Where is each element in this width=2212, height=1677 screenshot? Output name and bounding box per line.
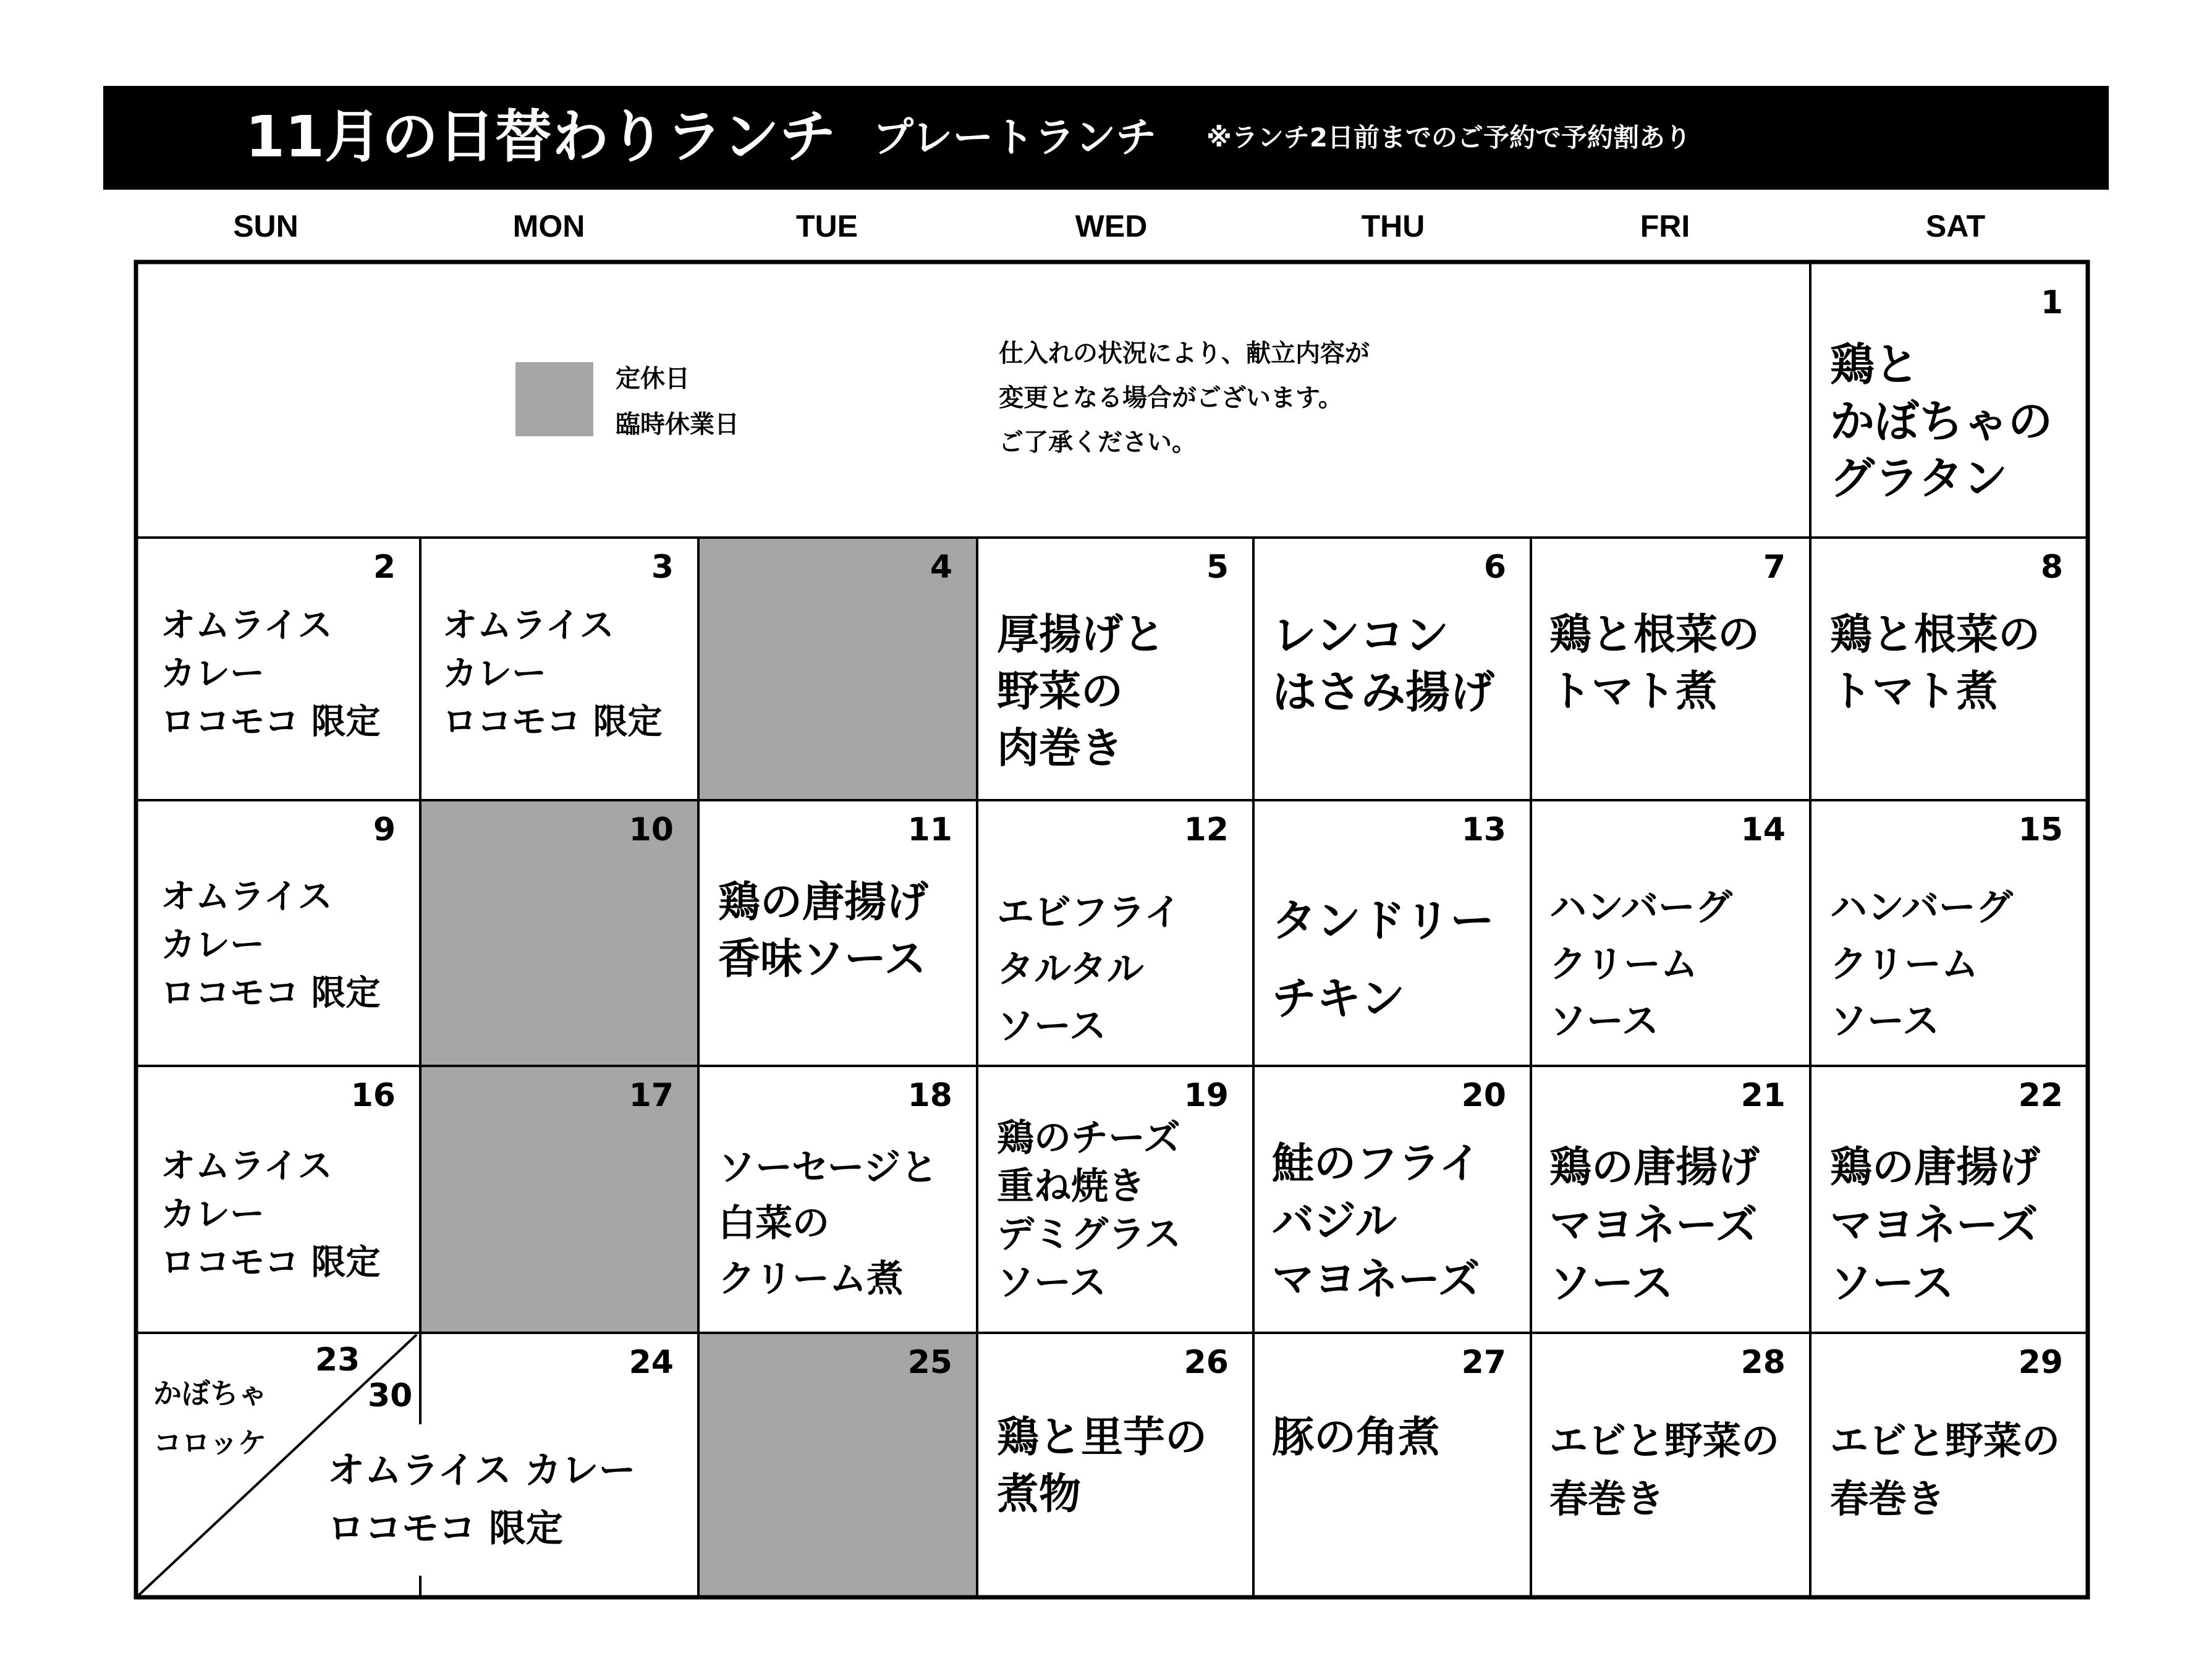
- weekday-fri: FRI: [1640, 209, 1690, 243]
- menu-item: 鶏の唐揚げ 香味ソース: [718, 878, 929, 984]
- day-cell-13: [1253, 800, 1531, 1066]
- day-number: 2: [373, 549, 396, 586]
- menu-item: ハンバーグ クリーム ソース: [1549, 886, 1732, 1043]
- day-cell-8: [1810, 538, 2088, 800]
- day-cell-19: [977, 1066, 1253, 1333]
- day-cell-16: [136, 1066, 420, 1333]
- day-cell-21: [1531, 1066, 1810, 1333]
- day-number-30: 30: [368, 1377, 413, 1414]
- day-number: 17: [629, 1077, 674, 1114]
- menu-item: 豚の角煮: [1272, 1413, 1441, 1462]
- calendar-subtitle: プレートランチ: [873, 114, 1157, 161]
- day-number: 7: [1763, 549, 1786, 586]
- day-number: 28: [1740, 1344, 1786, 1381]
- day-cell-18: [698, 1066, 977, 1333]
- day-cell-9: [136, 800, 420, 1066]
- day-number: 24: [629, 1344, 674, 1381]
- menu-item: オムライス カレー ロコモコ 限定: [328, 1449, 636, 1550]
- menu-item: ハンバーグ クリーム ソース: [1830, 886, 2013, 1043]
- day-cell-11: [698, 800, 977, 1066]
- day-cell-4-closed: [698, 538, 977, 800]
- day-cell-7: [1531, 538, 1810, 800]
- menu-item: オムライス カレー ロコモコ 限定: [161, 877, 381, 1013]
- day-number: 15: [2018, 811, 2063, 848]
- menu-item: エビと野菜の 春巻き: [1830, 1418, 2061, 1521]
- menu-item: オムライス カレー ロコモコ 限定: [161, 1146, 381, 1283]
- menu-item: 鮭のフライ バジル マヨネーズ: [1272, 1139, 1481, 1304]
- day-cell-10-closed: [420, 800, 698, 1066]
- day-cell-14: [1531, 800, 1810, 1066]
- day-number: 26: [1184, 1344, 1229, 1381]
- day-number: 29: [2018, 1344, 2063, 1381]
- calendar-title: 11月の日替わりランチ: [245, 104, 837, 170]
- day-cell-5: [977, 538, 1253, 800]
- weekday-sat: SAT: [1925, 209, 1986, 243]
- day-cell-26: [977, 1333, 1253, 1597]
- menu-item: ソーセージと 白菜の クリーム煮: [718, 1146, 938, 1301]
- menu-item: 鶏と里芋の 煮物: [997, 1413, 1208, 1519]
- day-number: 1: [2040, 284, 2063, 321]
- menu-item: オムライス カレー ロコモコ 限定: [443, 606, 663, 742]
- menu-item: 鶏と かぼちゃの グラタン: [1830, 339, 2053, 504]
- day-number: 10: [629, 811, 674, 848]
- day-number: 4: [930, 549, 952, 586]
- menu-item: タンドリー チキン: [1272, 895, 1495, 1024]
- closed-day-legend-label: 定休日 臨時休業日: [616, 365, 739, 439]
- closed-day-legend-swatch: [515, 362, 593, 436]
- day-cell-15: [1810, 800, 2088, 1066]
- day-cell-6: [1253, 538, 1531, 800]
- day-number: 22: [2018, 1077, 2063, 1114]
- weekday-sun: SUN: [233, 209, 299, 243]
- day-cell-20: [1253, 1066, 1531, 1333]
- day-number: 25: [907, 1344, 952, 1381]
- menu-item: エビフライ タルタル ソース: [997, 891, 1182, 1048]
- day-cell-27: [1253, 1333, 1531, 1597]
- day-cell-25-closed: [698, 1333, 977, 1597]
- menu-item: 厚揚げと 野菜の 肉巻き: [997, 610, 1166, 773]
- day-number: 9: [373, 811, 396, 848]
- menu-item: 鶏の唐揚げ マヨネーズ ソース: [1549, 1143, 1760, 1308]
- day-number: 11: [907, 811, 952, 848]
- day-number: 14: [1740, 811, 1786, 848]
- menu-change-notice: 仕入れの状況により、献立内容が 変更となる場合がございます。 ご了承ください。: [999, 339, 1370, 457]
- day-number: 19: [1184, 1077, 1229, 1114]
- menu-item: 鶏の唐揚げ マヨネーズ ソース: [1830, 1143, 2041, 1308]
- day-number: 13: [1461, 811, 1506, 848]
- menu-item: 鶏のチーズ 重ね焼き デミグラス ソース: [997, 1117, 1182, 1304]
- day-cell-12: [977, 800, 1253, 1066]
- day-number: 20: [1461, 1077, 1506, 1114]
- day-cell-1: [1810, 262, 2088, 538]
- day-number-23: 23: [315, 1341, 360, 1379]
- menu-item: レンコン はさみ揚げ: [1272, 609, 1495, 718]
- day-cell-17-closed: [420, 1066, 698, 1333]
- weekday-mon: MON: [512, 209, 585, 243]
- day-number: 3: [651, 549, 674, 586]
- menu-item: 鶏と根菜の トマト煮: [1830, 610, 2041, 716]
- day-cell-28: [1531, 1333, 1810, 1597]
- day-number: 6: [1483, 549, 1506, 586]
- reservation-note: ※ランチ2日前までのご予約で予約割あり: [1206, 122, 1692, 153]
- day-number: 5: [1206, 549, 1229, 586]
- day-number: 27: [1461, 1344, 1506, 1381]
- day-number: 21: [1740, 1077, 1786, 1114]
- day-number: 12: [1184, 811, 1229, 848]
- day-number: 8: [2040, 549, 2063, 586]
- menu-item: エビと野菜の 春巻き: [1549, 1418, 1780, 1521]
- weekday-thu: THU: [1361, 209, 1425, 243]
- day-cell-2: [136, 538, 420, 800]
- day-cell-3: [420, 538, 698, 800]
- weekday-wed: WED: [1075, 209, 1148, 243]
- day-number: 18: [907, 1077, 952, 1114]
- menu-item: 鶏と根菜の トマト煮: [1549, 610, 1760, 716]
- menu-item: かぼちゃ コロッケ: [153, 1377, 267, 1459]
- menu-item: オムライス カレー ロコモコ 限定: [161, 606, 381, 742]
- day-cell-29: [1810, 1333, 2088, 1597]
- day-number: 16: [350, 1077, 396, 1114]
- day-cell-22: [1810, 1066, 2088, 1333]
- weekday-tue: TUE: [796, 209, 858, 243]
